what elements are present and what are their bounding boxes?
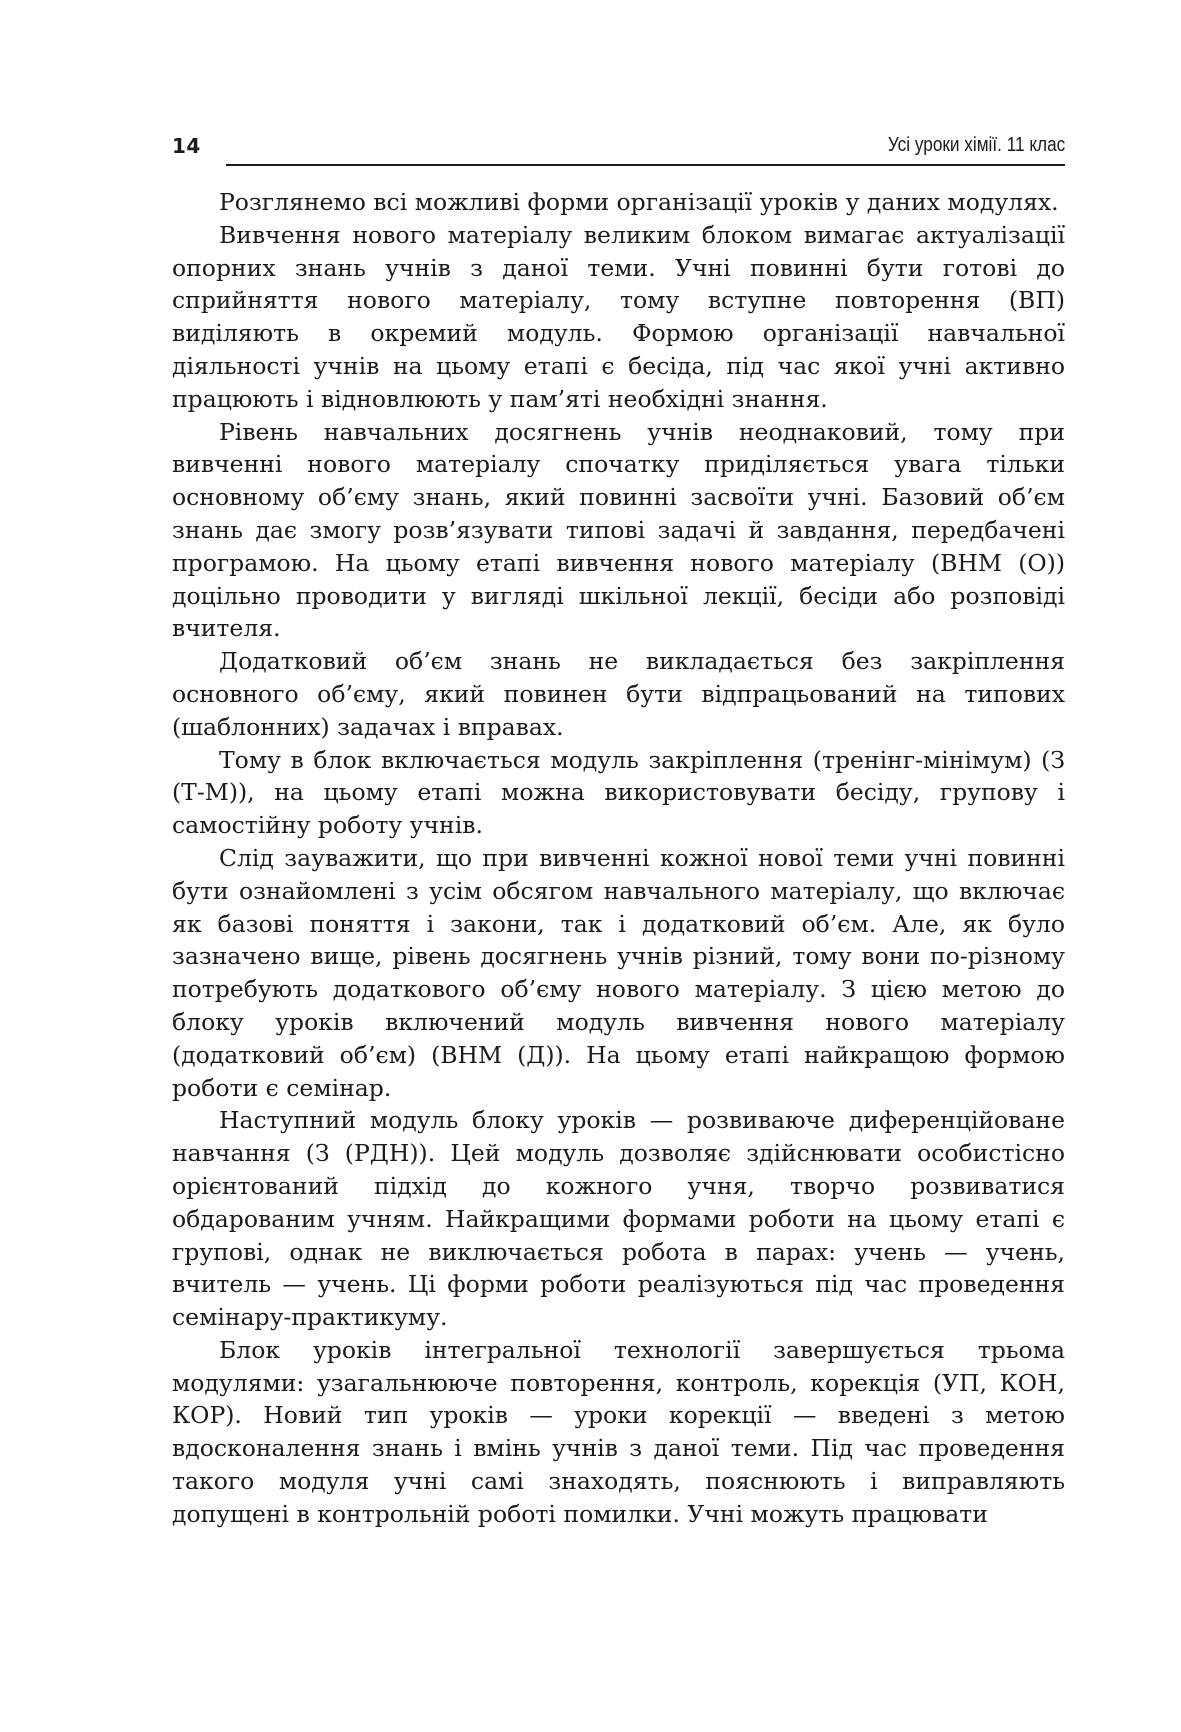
paragraph: Слід зауважити, що при вивченні кожної нової теми учні повинні бути ознайомлені з усім обсягом навчального матеріалу, що включає як базові поняття і закони, так і додатковий об’єм. Але, як було зазначено вище, рівень досягнень учнів різний, тому вони по-різному потребують додаткового об’єму нового матеріалу. З цією метою до блоку уроків включений модуль вивчення нового матеріалу (додатковий об’єм) (ВНМ (Д)). На цьому етапі найкращою формою роботи є семінар. — [172, 843, 1065, 1102]
page-number: 14 — [172, 134, 201, 158]
header-rule — [226, 164, 1065, 166]
page-body — [172, 186, 1065, 1531]
paragraph: Розглянемо всі можливі форми організації уроків у даних модулях. — [219, 188, 1059, 216]
running-title: Усі уроки хімії. 11 клас — [887, 134, 1065, 156]
paragraph: Рівень навчальних досягнень учнів неоднаковий, тому при вивченні нового матеріалу спочатку приділяється увага тільки основному об’єму знань, який повинні засвоїти учні. Базовий об’єм знань дає змогу розв’язувати типові задачі й завдання, передбачені програмою. На цьому етапі вивчення нового матеріалу (ВНМ (О)) доцільно проводити у вигляді шкільної лекції, бесіди або розповіді вчителя. — [172, 417, 1065, 643]
page-header — [172, 130, 1065, 170]
paragraph: Блок уроків інтегральної технології завершується трьома модулями: узагальнююче повторення, контроль, корекція (УП, КОН, КОР). Новий тип уроків — уроки корекції — введені з метою вдосконалення знань і вмінь учнів з даної теми. Під час проведення такого модуля учні самі знаходять, пояснюють і виправляють допущені в контрольній роботі помилки. Учні можуть працювати — [172, 1335, 1065, 1528]
paragraph: Тому в блок включається модуль закріплення (тренінг-мінімум) (З (Т-М)), на цьому етапі можна використовувати бесіду, групову і самостійну роботу учнів. — [172, 745, 1065, 840]
paragraph: Наступний модуль блоку уроків — розвиваюче диференційоване навчання (З (РДН)). Цей модуль дозволяє здійснювати особистісно орієнтований підхід до кожного учня, творчо розвиватися обдарованим учням. Найкращими формами роботи на цьому етапі є групові, однак не виключається робота в парах: учень — учень, вчитель — учень. Ці форми роботи реалізуються під час проведення семінару-практикуму. — [172, 1106, 1065, 1332]
paragraph: Додатковий об’єм знань не викладається без закріплення основного об’єму, який повинен бути відпрацьований на типових (шаблонних) задачах і вправах. — [172, 647, 1065, 741]
paragraph: Вивчення нового матеріалу великим блоком вимагає актуалізації опорних знань учнів з даної теми. Учні повинні бути готові до сприйняття нового матеріалу, тому вступне повторення (ВП) виділяють в окремий модуль. Формою організації навчальної діяльності учнів на цьому етапі є бесіда, під час якої учні активно працюють і відновлюють у пам’яті необхідні знання. — [172, 220, 1065, 413]
